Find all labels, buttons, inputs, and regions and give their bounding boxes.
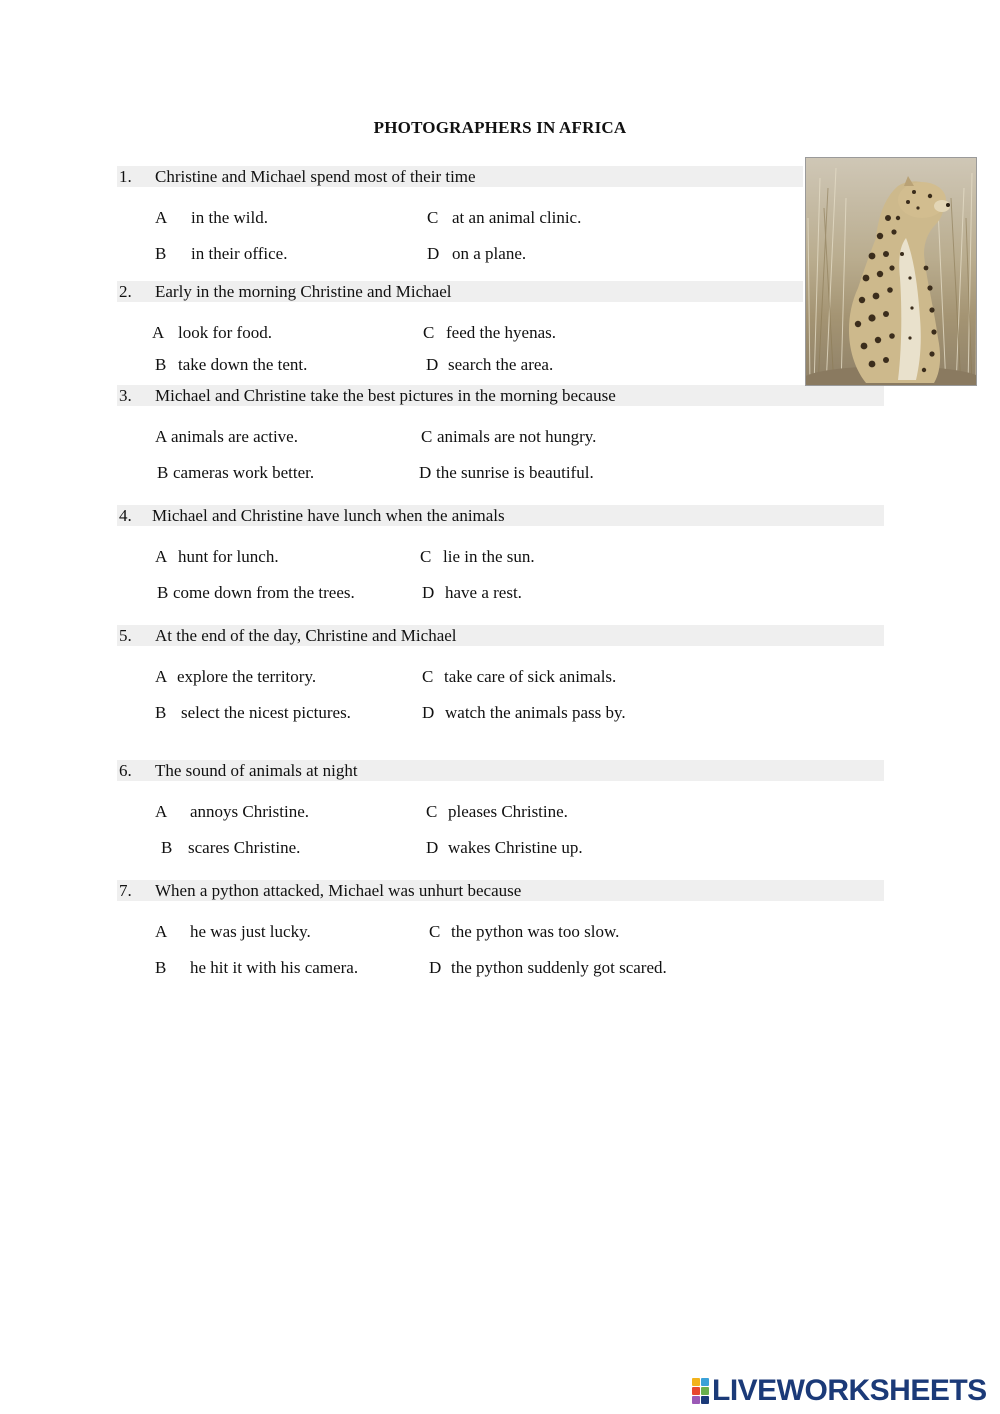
option-letter: A [155,922,168,941]
option-letter: B [157,463,169,482]
option-letter: C [420,547,432,566]
question-text: Michael and Christine take the best pictures in the morning because [155,386,616,405]
option-letter: D [429,958,442,977]
answer-option-c[interactable] [420,546,535,567]
question-text: The sound of animals at night [155,761,358,780]
option-letter: B [155,244,167,263]
answer-option-c[interactable] [423,322,556,343]
option-text: come down from the trees. [173,583,355,602]
answer-option-a[interactable] [155,666,317,687]
answer-option-a[interactable] [155,426,298,447]
option-text: the python suddenly got scared. [451,958,667,977]
option-letter: B [157,583,169,602]
option-text: wakes Christine up. [448,838,583,857]
option-text: he was just lucky. [190,922,311,941]
question-number: 5. [119,626,132,645]
liveworksheets-logo-icon [692,1378,709,1404]
option-letter: A [155,208,168,227]
question-text: When a python attacked, Michael was unhurt because [155,881,522,900]
logo-square [692,1396,700,1404]
question-text: Christine and Michael spend most of their time [155,167,476,186]
answer-option-c[interactable] [429,921,620,942]
answer-option-b[interactable] [155,354,308,375]
logo-square [701,1387,709,1395]
option-letter: D [422,583,435,602]
answer-option-b[interactable] [155,243,288,264]
answer-option-c[interactable] [422,666,617,687]
option-letter: A [152,323,165,342]
option-text: take care of sick animals. [444,667,617,686]
answer-option-b[interactable] [161,837,301,858]
option-text: at an animal clinic. [452,208,582,227]
option-text: search the area. [448,355,554,374]
option-letter: C [429,922,441,941]
option-text: feed the hyenas. [446,323,556,342]
answer-option-a[interactable] [152,322,272,343]
answer-option-d[interactable] [419,462,594,483]
answer-option-c[interactable] [426,801,568,822]
option-text: have a rest. [445,583,522,602]
option-text: pleases Christine. [448,802,568,821]
option-letter: B [155,355,167,374]
option-text: in their office. [191,244,288,263]
option-text: animals are active. [171,427,298,446]
option-letter: D [426,355,439,374]
option-text: look for food. [178,323,272,342]
option-letter: D [427,244,440,263]
answer-option-b[interactable] [157,462,315,483]
logo-square [701,1378,709,1386]
option-letter: D [422,703,435,722]
answer-option-d[interactable] [426,837,583,858]
answer-option-c[interactable] [421,426,597,447]
answer-option-d[interactable] [422,702,626,723]
option-letter: B [161,838,173,857]
question-number: 3. [119,386,132,405]
answer-option-a[interactable] [155,921,311,942]
question-number: 2. [119,282,132,301]
option-text: in the wild. [191,208,268,227]
option-letter: B [155,703,167,722]
answer-option-a[interactable] [155,546,279,567]
option-text: cameras work better. [173,463,315,482]
answer-option-d[interactable] [422,582,522,603]
option-text: annoys Christine. [190,802,309,821]
option-text: explore the territory. [177,667,317,686]
liveworksheets-logo-text: LIVEWORKSHEETS [712,1374,987,1407]
logo-square [692,1378,700,1386]
option-letter: C [423,323,435,342]
answer-option-b[interactable] [157,582,355,603]
answer-option-d[interactable] [427,243,527,264]
option-text: hunt for lunch. [178,547,279,566]
option-text: take down the tent. [178,355,308,374]
option-text: lie in the sun. [443,547,535,566]
logo-square [692,1387,700,1395]
option-letter: C [422,667,434,686]
option-text: the sunrise is beautiful. [436,463,594,482]
question-number: 4. [119,506,132,525]
question-text: Early in the morning Christine and Michael [155,282,452,301]
logo-square [701,1396,709,1404]
option-letter: B [155,958,167,977]
option-letter: C [421,427,433,446]
answer-option-d[interactable] [429,957,667,978]
question-number: 1. [119,167,132,186]
option-text: the python was too slow. [451,922,620,941]
option-letter: A [155,802,168,821]
option-letter: D [419,463,432,482]
answer-option-a[interactable] [155,207,268,228]
answer-option-c[interactable] [427,207,582,228]
option-letter: A [155,427,168,446]
question-text: Michael and Christine have lunch when the animals [152,506,505,525]
option-text: on a plane. [452,244,527,263]
question-text: At the end of the day, Christine and Michael [155,626,457,645]
option-text: scares Christine. [188,838,301,857]
answer-option-a[interactable] [155,801,309,822]
option-letter: A [155,547,168,566]
option-letter: D [426,838,439,857]
leopard-photo [805,157,977,386]
question-number: 6. [119,761,132,780]
option-letter: C [427,208,439,227]
option-text: watch the animals pass by. [445,703,626,722]
option-text: select the nicest pictures. [181,703,351,722]
question-number: 7. [119,881,132,900]
page-title: PHOTOGRAPHERS IN AFRICA [373,118,627,137]
option-text: he hit it with his camera. [190,958,359,977]
option-letter: A [155,667,168,686]
answer-option-d[interactable] [426,354,554,375]
option-text: animals are not hungry. [437,427,597,446]
answer-option-b[interactable] [155,702,351,723]
option-letter: C [426,802,438,821]
answer-option-b[interactable] [155,957,359,978]
liveworksheets-logo [692,1374,987,1408]
leopard-icon [806,158,977,386]
